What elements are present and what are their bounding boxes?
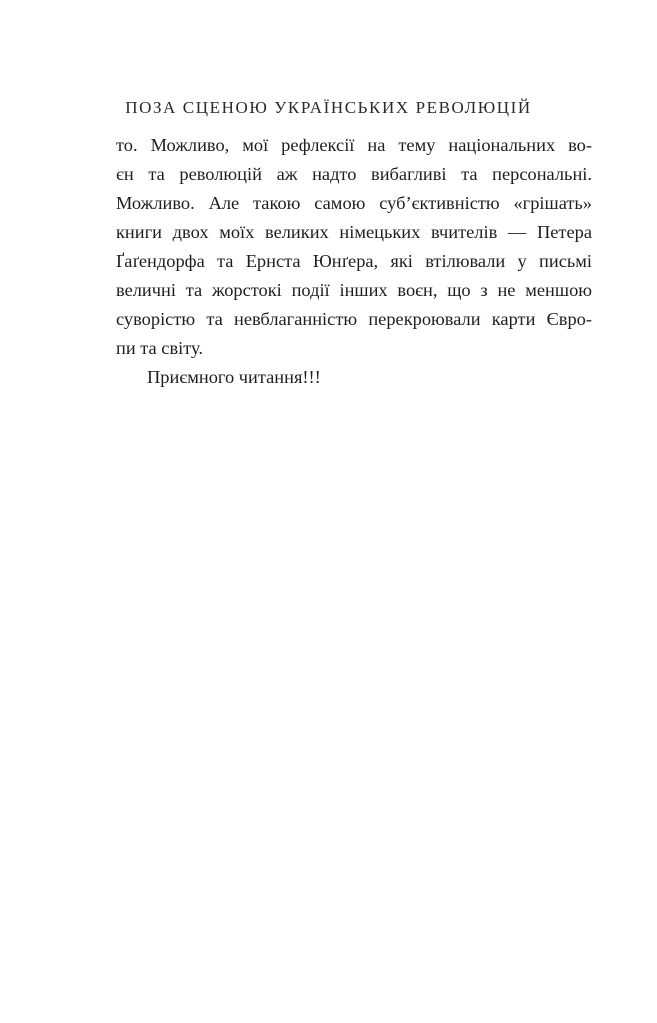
body-text [116, 131, 592, 392]
text-line: суворістю та невблаганністю перекроювали карти Євро- [116, 309, 592, 329]
text-line: Приємного читання!!! [147, 367, 321, 387]
running-head: ПОЗА СЦЕНОЮ УКРАЇНСЬКИХ РЕВОЛЮЦІЙ [125, 98, 532, 117]
text-line: пи та світу. [116, 338, 204, 358]
text-line: Ґаґендорфа та Ернста Юнґера, які втілювали у письмі [116, 251, 592, 271]
text-line: Можливо. Але такою самою суб’єктивністю «грішать» [116, 193, 592, 213]
paragraph [116, 131, 592, 363]
paragraph [116, 363, 592, 392]
text-line: то. Можливо, мої рефлексії на тему національних во- [116, 135, 592, 155]
text-line: книги двох моїх великих німецьких вчителів — Петера [116, 222, 592, 242]
text-line: величні та жорстокі події інших воєн, що з не меншою [116, 280, 592, 300]
text-line: єн та революцій аж надто вибагливі та персональні. [116, 164, 592, 184]
